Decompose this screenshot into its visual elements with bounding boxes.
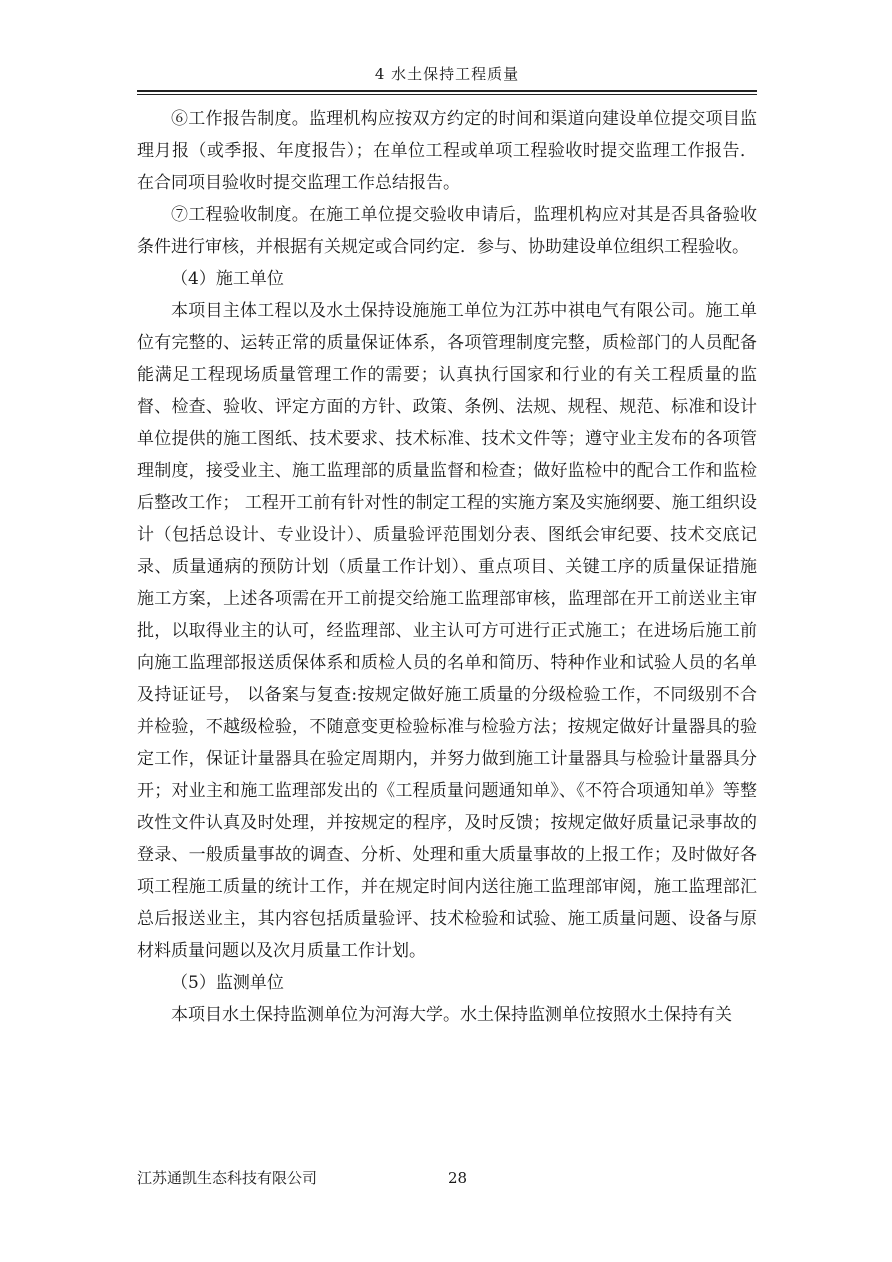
paragraph-construction-unit: 本项目主体工程以及水土保持设施施工单位为江苏中祺电气有限公司。施工单位有完整的、运转正常的质量保证体系，各项管理制度完整，质检部门的人员配备能满足工程现场质量管理工作的需要；认真执行国家和行业的有关工程质量的监督、检查、验收、评定方面的方针、政策、条例、法规、规程、规范、标准和设计单位提供的施工图纸、技术要求、技术标准、技术文件等；遵守业主发布的各项管理制度，接受业主、施工监理部的质量监督和检查；做好监检中的配合工作和监检后整改工作； 工程开工前有针对性的制定工程的实施方案及实施纲要、施工组织设计（包括总设计、专业设计）、质量验评范围划分表、图纸会审纪要、技术交底记录、质量通病的预防计划（质量工作计划）、重点项目、关键工序的质量保证措施施工方案，上述各项需在开工前提交给施工监理部审核，监理部在开工前送业主审批，以取得业主的认可，经监理部、业主认可方可进行正式施工；在进场后施工前向施工监理部报送质保体系和质检人员的名单和简历、特种作业和试验人员的名单及持证证号， 以备案与复查:按规定做好施工质量的分级检验工作，不同级别不合并检验，不越级检验，不随意变更检验标准与检验方法；按规定做好计量器具的验定工作，保证计量器具在验定周期内，并努力做到施工计量器具与检验计量器具分开；对业主和施工监理部发出的《工程质量问题通知单》、《不符合项通知单》等整改性文件认真及时处理，并按规定的程序，及时反馈；按规定做好质量记录事故的登录、一般质量事故的调查、分析、处理和重大质量事故的上报工作；及时做好各项工程施工质量的统计工作，并在规定时间内送往施工监理部审阅，施工监理部汇总后报送业主，其内容包括质量验评、技术检验和试验、施工质量问题、设备与原材料质量问题以及次月质量工作计划。 bbox=[137, 301, 757, 961]
section-heading-construction-unit: （4）施工单位 bbox=[171, 269, 284, 289]
footer-company-name: 江苏通凯生态科技有限公司 bbox=[137, 1169, 318, 1187]
page-header-title: 4 水土保持工程质量 bbox=[374, 65, 520, 83]
paragraph-work-report-system: ⑥工作报告制度。监理机构应按双方约定的时间和渠道向建设单位提交项目监理月报（或季报、年度报告）；在单位工程或单项工程验收时提交监理工作报告．在合同项目验收时提交监理工作总结报告。 bbox=[137, 109, 757, 193]
paragraph-acceptance-system: ⑦工程验收制度。在施工单位提交验收申请后，监理机构应对其是否具备验收条件进行审核，并根据有关规定或合同约定．参与、协助建设单位组织工程验收。 bbox=[137, 205, 757, 257]
paragraph-monitoring-unit: 本项目水土保持监测单位为河海大学。水土保持监测单位按照水土保持有关 bbox=[171, 1005, 732, 1025]
section-heading-monitoring-unit: （5）监测单位 bbox=[171, 973, 284, 993]
page-number: 28 bbox=[448, 1169, 468, 1187]
header-rule-thick bbox=[137, 90, 757, 92]
document-body bbox=[137, 103, 757, 1031]
header-rule-thin bbox=[137, 94, 757, 95]
